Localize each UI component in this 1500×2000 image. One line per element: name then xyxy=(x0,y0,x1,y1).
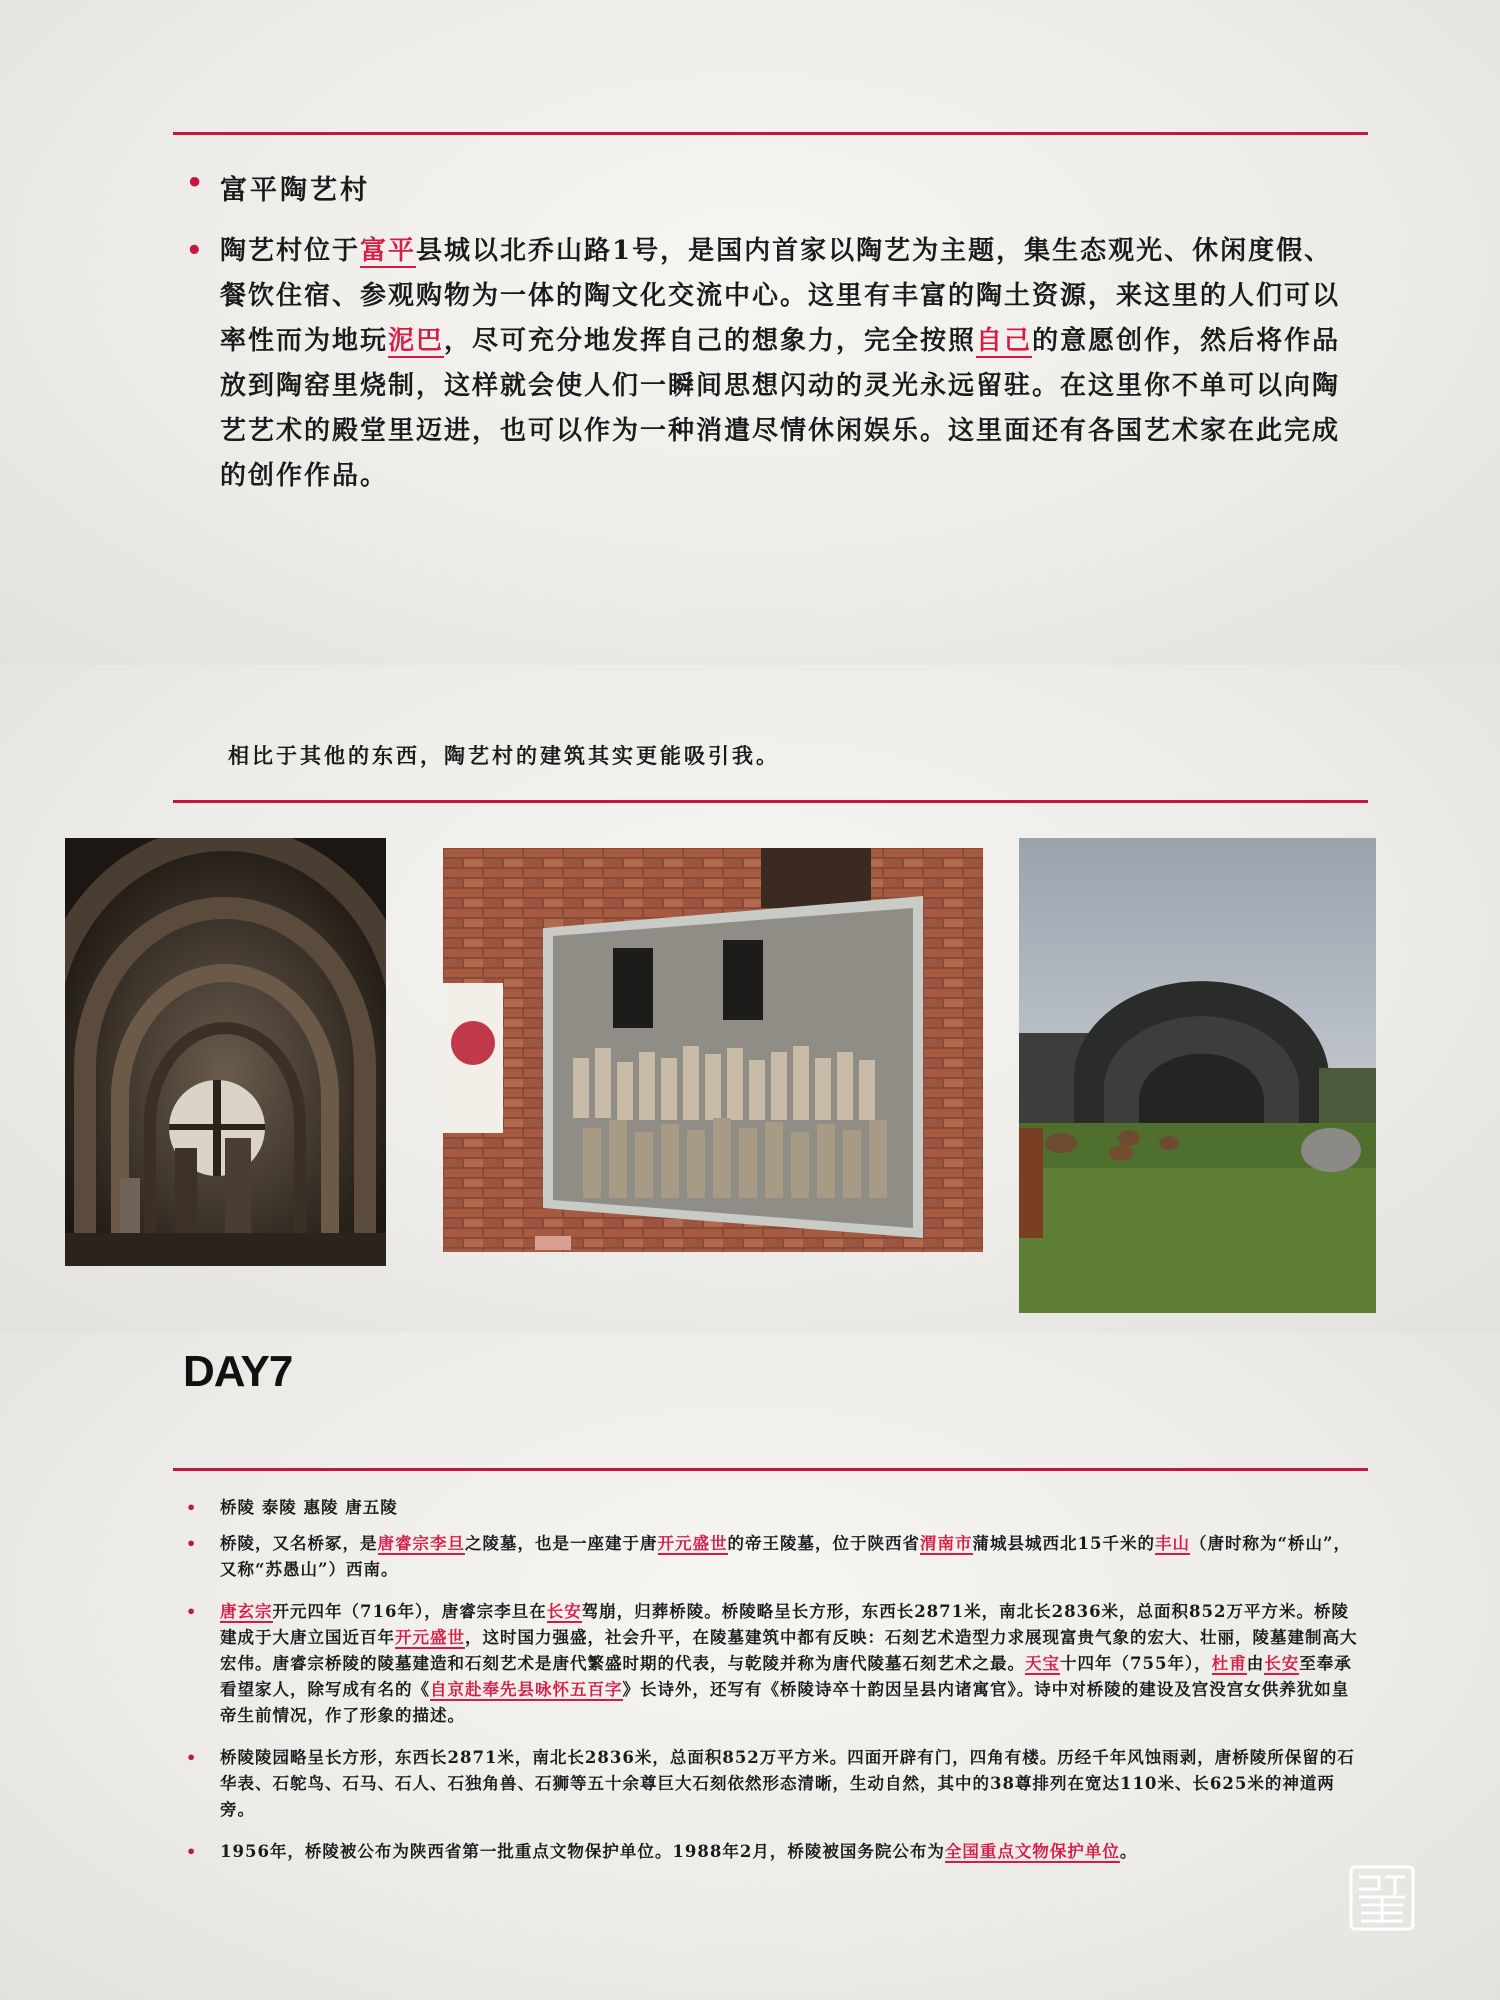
divider-line xyxy=(173,800,1368,803)
photo-caption: 相比于其他的东西，陶艺村的建筑其实更能吸引我。 xyxy=(228,743,780,768)
day-title: DAY7 xyxy=(183,1347,293,1396)
photo-pottery-display xyxy=(443,848,983,1252)
paragraph-qiaoling-history: • 唐玄宗开元四年（716年），唐睿宗李旦在长安驾崩，归葬桥陵。桥陵略呈长方形，东西长2871米，南北长2836米，总面积852万平方米。桥陵建成于大唐立国近百年开元盛世，这时国力强盛，社会升平，在陵墓建筑中都有反映：石刻艺术造型力求展现富贵气象的宏大、壮丽，陵墓建制高大宏伟。唐睿宗桥陵的陵墓建造和石刻艺术是唐代繁盛时期的代表，与乾陵并称为唐代陵墓石刻艺术之最。天宝十四年（755年），杜甫由长安至奉承看望家人，除写成有名的《自京赴奉先县咏怀五百字》长诗外，还写有《桥陵诗卒十韵因呈县内诸寓官》。诗中对桥陵的建设及宫没宫女供养犹如皇帝生前情况，作了形象的描述。 xyxy=(178,1599,1358,1729)
paragraph-qiaoling-intro: • 桥陵，又名桥冢，是唐睿宗李旦之陵墓，也是一座建于唐开元盛世的帝王陵墓，位于陕西省渭南市蒲城县城西北15千米的丰山（唐时称为“桥山”，又称“苏愚山”）西南。 xyxy=(178,1531,1358,1583)
intro-paragraph: • 陶艺村位于富平县城以北乔山路1号，是国内首家以陶艺为主题，集生态观光、休闲度假、餐饮住宿、参观购物为一体的陶文化交流中心。这里有丰富的陶土资源，来这里的人们可以率性而为地玩泥巴，尽可充分地发挥自己的想象力，完全按照自己的意愿创作，然后将作品放到陶窑里烧制，这样就会使人们一瞬间思想闪动的灵光永远留驻。在这里你不单可以向陶艺艺术的殿堂里迈进，也可以作为一种消遣尽情休闲娱乐。这里面还有各国艺术家在此完成的创作作品。 xyxy=(178,229,1353,499)
divider-line xyxy=(173,1468,1368,1471)
section-heading: • 桥陵 泰陵 惠陵 唐五陵 xyxy=(178,1495,1358,1521)
seal-logo-icon xyxy=(1349,1865,1415,1931)
slide-architecture-photos xyxy=(0,665,1500,1333)
paragraph-qiaoling-protection: • 1956年，桥陵被公布为陕西省第一批重点文物保护单位。1988年2月，桥陵被国务院公布为全国重点文物保护单位。 xyxy=(178,1839,1358,1865)
slide-pottery-village xyxy=(0,0,1500,665)
highlight-self: 自己 xyxy=(976,326,1033,356)
highlight-fuping: 富平 xyxy=(360,236,417,266)
highlight-mud: 泥巴 xyxy=(388,326,445,356)
photo-dome-building xyxy=(1019,838,1376,1313)
paragraph-qiaoling-layout: • 桥陵陵园略呈长方形，东西长2871米，南北长2836米，总面积852万平方米。四面开辟有门，四角有楼。历经千年风蚀雨剥，唐桥陵所保留的石华表、石鸵鸟、石马、石人、石独角兽、石狮等五十余尊巨大石刻依然形态清晰，生动自然，其中的38尊排列在宽达110米、长625米的神道两旁。 xyxy=(178,1745,1358,1823)
divider-line xyxy=(173,132,1368,135)
photo-kiln-arch xyxy=(65,838,386,1266)
section-heading: • 富平陶艺村 xyxy=(178,168,1353,207)
bullet-list xyxy=(178,168,1353,499)
bullet-list xyxy=(178,1495,1358,1881)
slide-day7-qiaoling xyxy=(0,1333,1500,2000)
